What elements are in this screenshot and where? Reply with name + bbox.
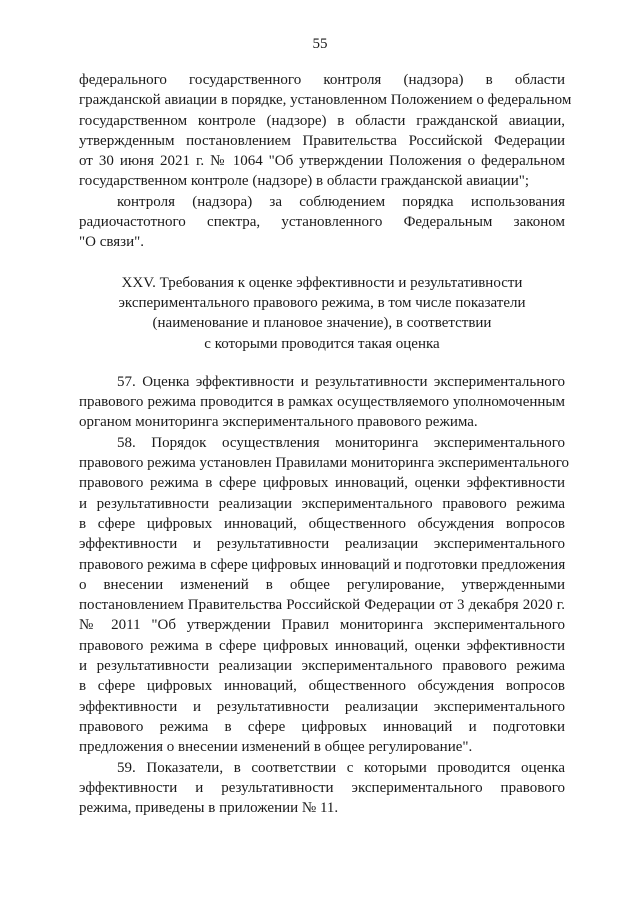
text-line: радиочастотного спектра, установленного Федеральным законом <box>79 214 565 231</box>
paragraph-57 <box>79 372 565 433</box>
text-line: федерального государственного контроля (надзора) в области <box>79 72 565 88</box>
text-line: правового режима установлен Правилами мониторинга экспериментального <box>79 455 569 472</box>
text-line: предложения о внесении изменений в общее регулирование". <box>79 739 473 756</box>
text-line: утвержденным постановлением Правительства Российской Федерации <box>79 132 565 149</box>
text-line: и результативности реализации экспериментального правового режима <box>79 495 565 512</box>
text-line: государственном контроле (надзоре) в области гражданской авиации, <box>79 112 565 129</box>
text-line: гражданской авиации в порядке, установленном Положением о федеральном <box>79 92 572 109</box>
paragraph-58 <box>79 433 569 758</box>
text-line: контроля (надзора) за соблюдением порядка использования <box>117 193 565 210</box>
list-item-radio <box>79 192 565 253</box>
page-number: 55 <box>312 36 328 52</box>
text-line: от 30 июня 2021 г. № 1064 "Об утверждении Положения о федеральном <box>79 153 565 170</box>
text-line: о внесении изменений в общее регулирование, утвержденными <box>79 576 565 593</box>
heading-line: XXV. Требования к оценке эффективности и результативности <box>121 274 523 291</box>
text-line: органом мониторинга экспериментального правового режима. <box>79 414 478 431</box>
heading-line: с которыми проводится такая оценка <box>204 335 440 352</box>
text-line: эффективности и результативности экспериментального правового <box>79 779 565 796</box>
text-line: эффективности и результативности реализации экспериментального <box>79 698 565 715</box>
text-line: режима, приведены в приложении № 11. <box>79 800 339 817</box>
text-line: "О связи". <box>79 234 144 251</box>
text-line: правового режима в сфере цифровых инноваций, оценки эффективности <box>79 637 565 654</box>
text-line: 58. Порядок осуществления мониторинга экспериментального <box>117 434 565 451</box>
text-line: № 2011 "Об утверждении Правил мониторинга экспериментального <box>79 617 565 634</box>
text-line: в сфере цифровых инноваций, общественного обсуждения вопросов <box>79 678 565 695</box>
text-line: 57. Оценка эффективности и результативности экспериментального <box>117 373 565 390</box>
text-line: 59. Показатели, в соответствии с которыми проводится оценка <box>117 759 565 776</box>
document-body <box>79 70 572 818</box>
text-line: в сфере цифровых инноваций, общественного обсуждения вопросов <box>79 515 565 532</box>
text-line: и результативности реализации экспериментального правового режима <box>79 658 565 675</box>
text-line: правового режима в сфере цифровых инноваций и подготовки предложения <box>79 556 566 573</box>
text-line: постановлением Правительства Российской Федерации от 3 декабря 2020 г. <box>79 597 565 614</box>
text-line: государственном контроле (надзоре) в области гражданской авиации"; <box>79 173 530 190</box>
paragraph-59 <box>79 758 565 819</box>
intro-paragraph <box>79 70 572 192</box>
text-line: правового режима в сфере цифровых инноваций, оценки эффективности <box>79 475 565 492</box>
heading-line: экспериментального правового режима, в том числе показатели <box>118 294 526 311</box>
text-line: эффективности и результативности реализации экспериментального <box>79 536 565 553</box>
section-heading <box>79 273 565 354</box>
text-line: правового режима в сфере цифровых инноваций и подготовки <box>79 718 565 735</box>
text-line: правового режима проводится в рамках осуществляемого уполномоченным <box>79 394 565 411</box>
heading-line: (наименование и плановое значение), в соответствии <box>152 315 492 332</box>
